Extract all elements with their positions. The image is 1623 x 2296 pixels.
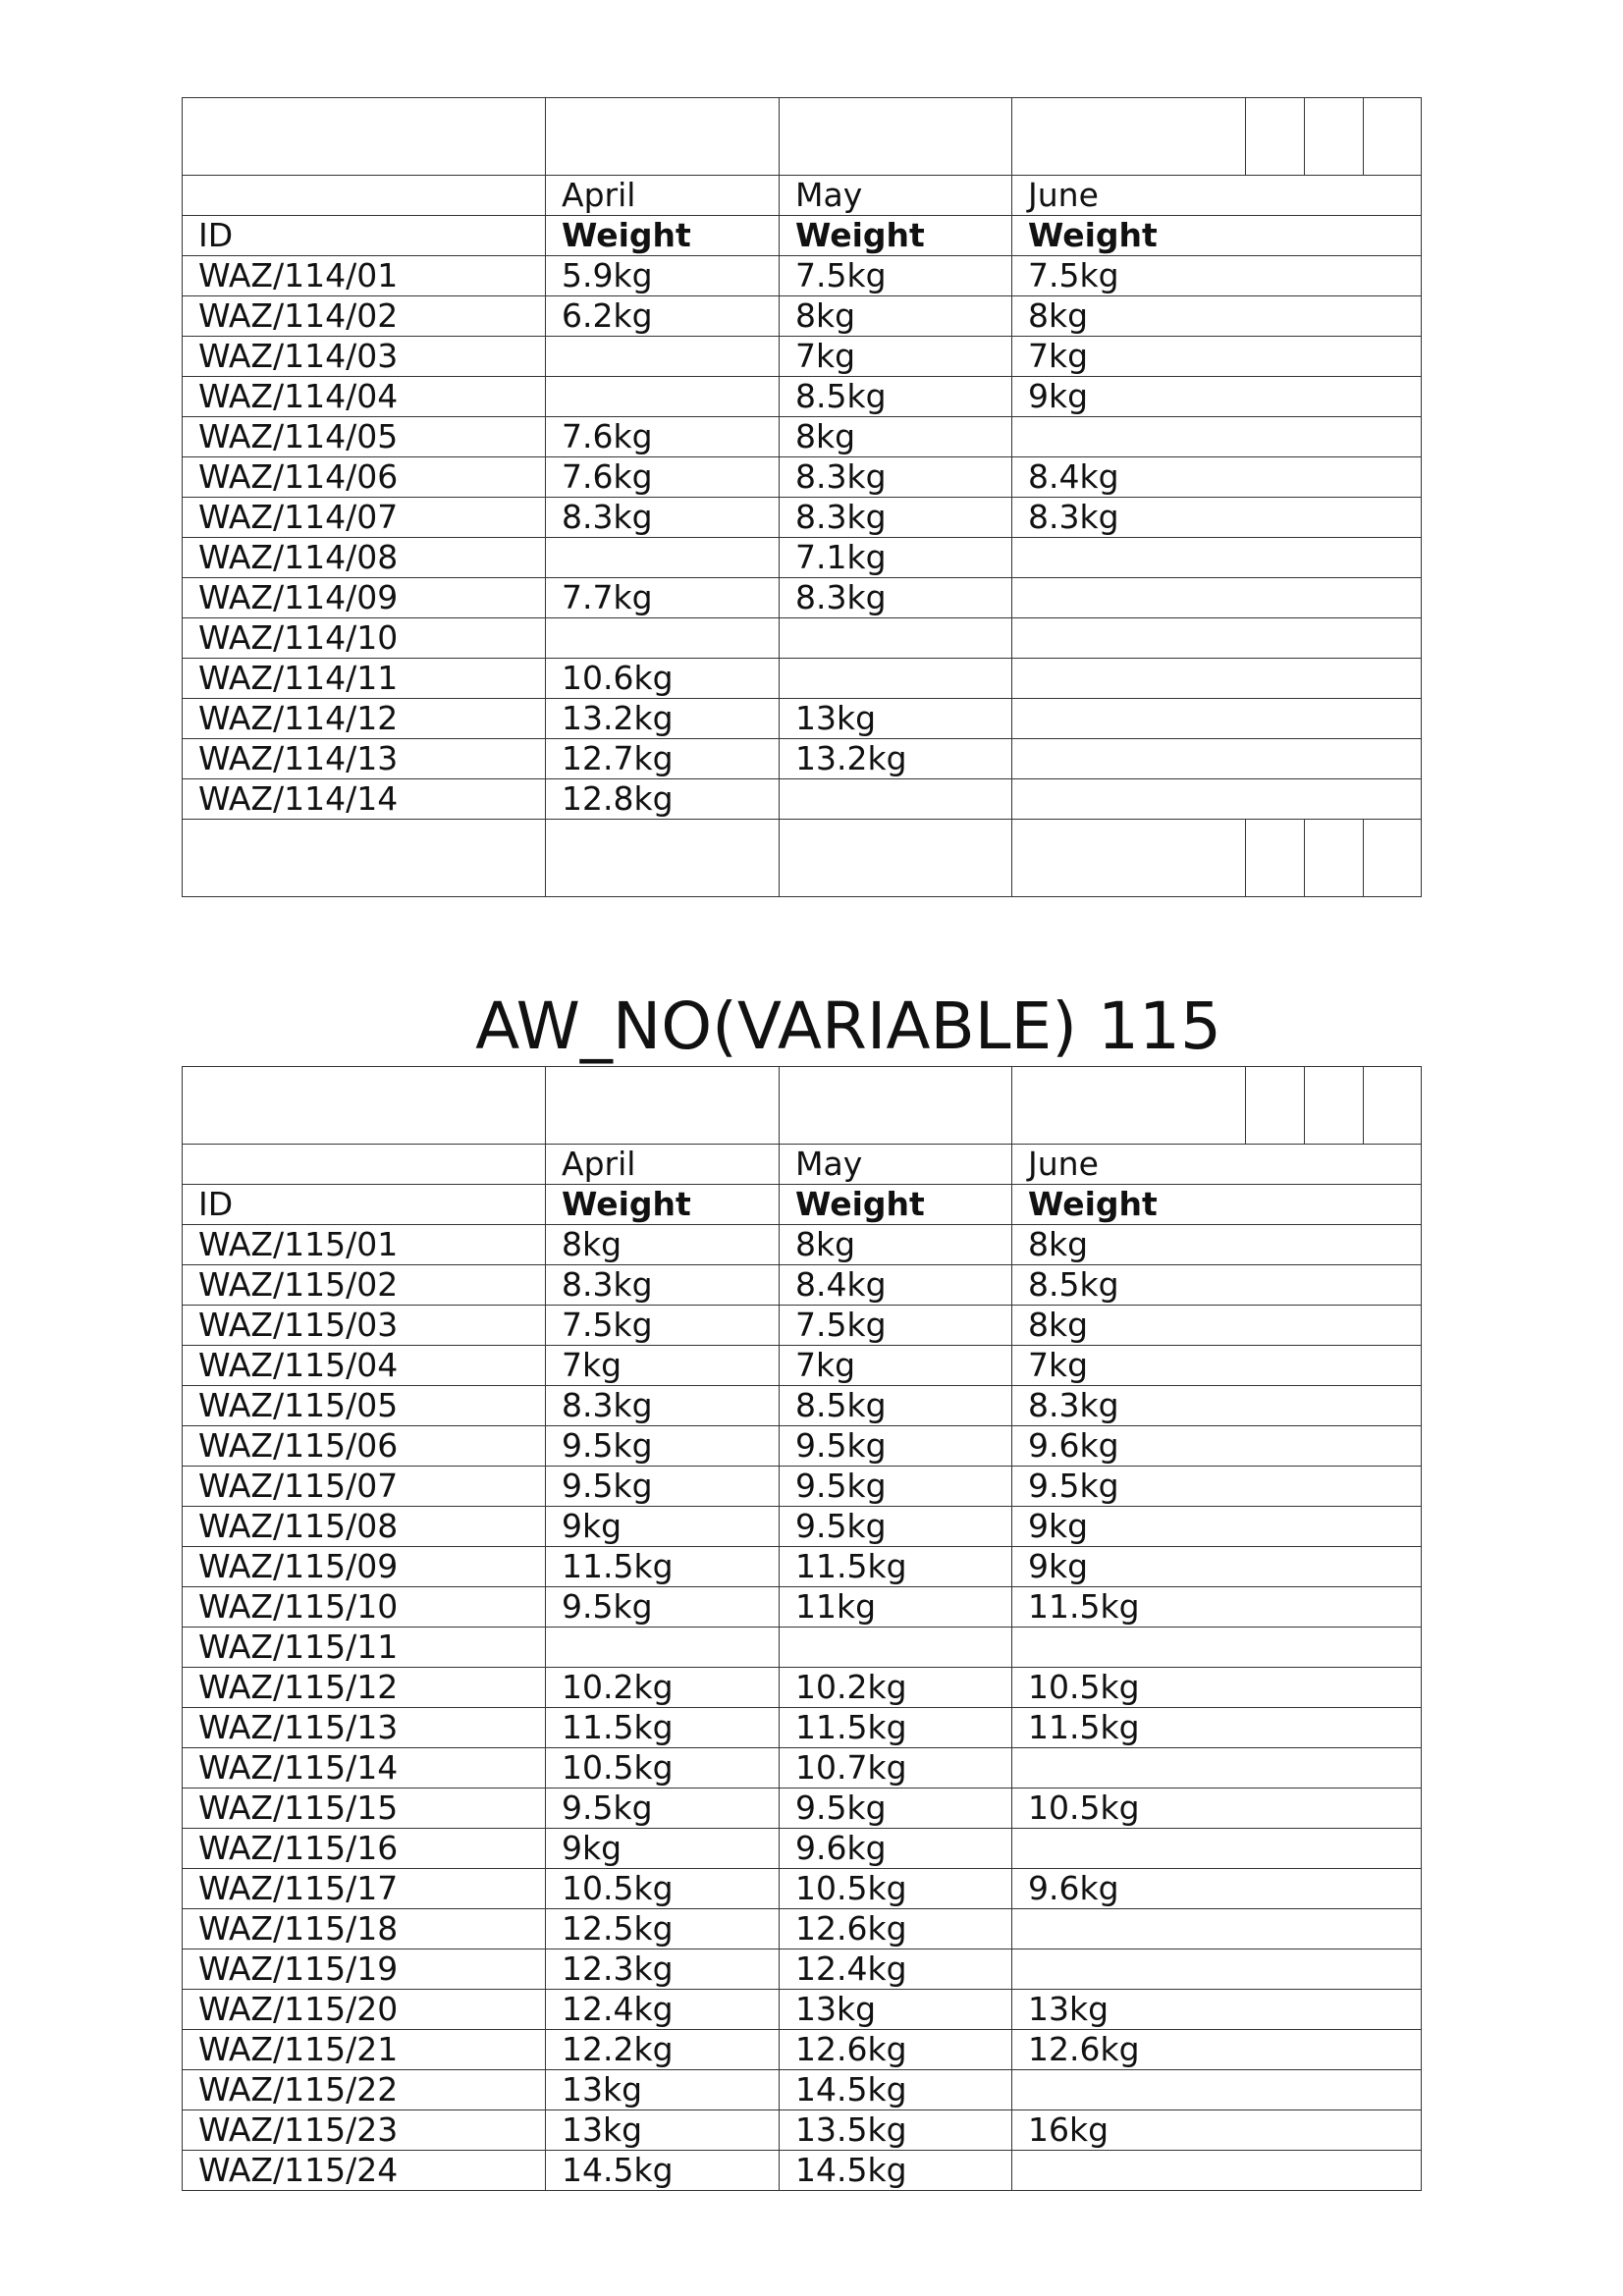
- weight-april: 7kg: [546, 1346, 780, 1386]
- row-id: WAZ/115/16: [183, 1829, 546, 1869]
- weight-april: 13kg: [546, 2070, 780, 2110]
- weight-april: 9kg: [546, 1507, 780, 1547]
- weight-may: 14.5kg: [780, 2151, 1012, 2191]
- weight-june: 9kg: [1012, 377, 1422, 417]
- weight-april: 12.3kg: [546, 1949, 780, 1990]
- row-id: WAZ/114/10: [183, 618, 546, 659]
- table-row: [183, 578, 1422, 618]
- weight-june: 9kg: [1012, 1507, 1422, 1547]
- section-title-115: AW_NO(VARIABLE) 115: [475, 988, 1221, 1064]
- table-row: [183, 1225, 1422, 1265]
- weight-header-april: Weight: [546, 1185, 780, 1225]
- row-id: WAZ/114/13: [183, 739, 546, 779]
- weight-june: [1012, 417, 1422, 457]
- weight-may: 8.5kg: [780, 377, 1012, 417]
- weight-june: [1012, 1949, 1422, 1990]
- weight-may: 7.5kg: [780, 256, 1012, 296]
- row-id: WAZ/114/12: [183, 699, 546, 739]
- table-row: [183, 2110, 1422, 2151]
- weight-may: 8.4kg: [780, 1265, 1012, 1306]
- weight-april: 7.6kg: [546, 417, 780, 457]
- table-row: [183, 498, 1422, 538]
- weight-may: 10.2kg: [780, 1668, 1012, 1708]
- weight-may: 8kg: [780, 1225, 1012, 1265]
- weight-may: 8.5kg: [780, 1386, 1012, 1426]
- weight-june: 8kg: [1012, 296, 1422, 337]
- table-row: [183, 1386, 1422, 1426]
- weight-june: 8.5kg: [1012, 1265, 1422, 1306]
- table-row: [183, 659, 1422, 699]
- weight-june: [1012, 2151, 1422, 2191]
- blank-footer-row: [183, 820, 1422, 897]
- weight-june: [1012, 779, 1422, 820]
- table-row: [183, 1346, 1422, 1386]
- weight-may: 7.1kg: [780, 538, 1012, 578]
- row-id: WAZ/114/14: [183, 779, 546, 820]
- weight-june: 16kg: [1012, 2110, 1422, 2151]
- weight-june: 11.5kg: [1012, 1587, 1422, 1628]
- table-row: [183, 2151, 1422, 2191]
- weight-may: [780, 618, 1012, 659]
- table-row: [183, 1507, 1422, 1547]
- month-row: [183, 176, 1422, 216]
- weight-april: 7.5kg: [546, 1306, 780, 1346]
- weight-may: 9.5kg: [780, 1467, 1012, 1507]
- weight-may: 9.5kg: [780, 1789, 1012, 1829]
- row-id: WAZ/114/06: [183, 457, 546, 498]
- weight-may: 8.3kg: [780, 578, 1012, 618]
- weight-june: 8.4kg: [1012, 457, 1422, 498]
- weight-april: 9.5kg: [546, 1426, 780, 1467]
- row-id: WAZ/114/09: [183, 578, 546, 618]
- month-may: May: [780, 1145, 1012, 1185]
- weight-april: 9kg: [546, 1829, 780, 1869]
- weight-header-june: Weight: [1012, 216, 1422, 256]
- table-row: [183, 1467, 1422, 1507]
- month-may: May: [780, 176, 1012, 216]
- table-row: [183, 1748, 1422, 1789]
- weight-april: [546, 337, 780, 377]
- weight-april: 5.9kg: [546, 256, 780, 296]
- weight-april: 11.5kg: [546, 1708, 780, 1748]
- weight-may: 7kg: [780, 337, 1012, 377]
- weight-may: 9.5kg: [780, 1426, 1012, 1467]
- weight-april: 12.7kg: [546, 739, 780, 779]
- table-row: [183, 1869, 1422, 1909]
- table-row: [183, 1306, 1422, 1346]
- table-row: [183, 699, 1422, 739]
- table-row: [183, 417, 1422, 457]
- weight-april: 12.2kg: [546, 2030, 780, 2070]
- row-id: WAZ/115/04: [183, 1346, 546, 1386]
- row-id: WAZ/115/19: [183, 1949, 546, 1990]
- weight-june: 9.5kg: [1012, 1467, 1422, 1507]
- row-id: WAZ/115/13: [183, 1708, 546, 1748]
- weight-june: 11.5kg: [1012, 1708, 1422, 1748]
- weight-june: 10.5kg: [1012, 1789, 1422, 1829]
- weight-april: 11.5kg: [546, 1547, 780, 1587]
- weight-may: [780, 659, 1012, 699]
- weight-april: 8.3kg: [546, 1386, 780, 1426]
- weight-may: 9.6kg: [780, 1829, 1012, 1869]
- row-id: WAZ/115/05: [183, 1386, 546, 1426]
- blank-header-row: [183, 98, 1422, 176]
- table-row: [183, 1708, 1422, 1748]
- weight-may: [780, 1628, 1012, 1668]
- table-row: [183, 256, 1422, 296]
- row-id: WAZ/115/17: [183, 1869, 546, 1909]
- weight-april: 9.5kg: [546, 1587, 780, 1628]
- weight-may: 9.5kg: [780, 1507, 1012, 1547]
- table-row: [183, 538, 1422, 578]
- weight-may: 8.3kg: [780, 498, 1012, 538]
- weight-may: 11kg: [780, 1587, 1012, 1628]
- table-row: [183, 2070, 1422, 2110]
- table-row: [183, 1547, 1422, 1587]
- weight-header-row: [183, 1185, 1422, 1225]
- row-id: WAZ/115/03: [183, 1306, 546, 1346]
- row-id: WAZ/114/04: [183, 377, 546, 417]
- blank-header-row: [183, 1067, 1422, 1145]
- table-row: [183, 1949, 1422, 1990]
- weight-may: 8.3kg: [780, 457, 1012, 498]
- month-row: [183, 1145, 1422, 1185]
- weight-header-may: Weight: [780, 216, 1012, 256]
- weight-june: [1012, 538, 1422, 578]
- weight-june: [1012, 1628, 1422, 1668]
- weight-june: [1012, 659, 1422, 699]
- row-id: WAZ/115/20: [183, 1990, 546, 2030]
- table-row: [183, 1628, 1422, 1668]
- table-row: [183, 1829, 1422, 1869]
- weight-june: 13kg: [1012, 1990, 1422, 2030]
- weight-june: [1012, 618, 1422, 659]
- weight-header-april: Weight: [546, 216, 780, 256]
- weight-may: 12.6kg: [780, 1909, 1012, 1949]
- weight-april: 14.5kg: [546, 2151, 780, 2191]
- weight-june: 10.5kg: [1012, 1668, 1422, 1708]
- weight-april: [546, 618, 780, 659]
- weight-april: [546, 538, 780, 578]
- row-id: WAZ/114/05: [183, 417, 546, 457]
- weight-june: [1012, 699, 1422, 739]
- row-id: WAZ/115/14: [183, 1748, 546, 1789]
- weight-may: 13kg: [780, 1990, 1012, 2030]
- weight-june: 9.6kg: [1012, 1869, 1422, 1909]
- weight-june: 9.6kg: [1012, 1426, 1422, 1467]
- weight-april: 7.7kg: [546, 578, 780, 618]
- weight-june: 9kg: [1012, 1547, 1422, 1587]
- weight-may: 10.7kg: [780, 1748, 1012, 1789]
- table-row: [183, 377, 1422, 417]
- row-id: WAZ/115/09: [183, 1547, 546, 1587]
- weight-june: 7kg: [1012, 1346, 1422, 1386]
- row-id: WAZ/115/22: [183, 2070, 546, 2110]
- weight-april: 10.6kg: [546, 659, 780, 699]
- weight-april: 8kg: [546, 1225, 780, 1265]
- weight-april: 12.8kg: [546, 779, 780, 820]
- weight-may: [780, 779, 1012, 820]
- row-id: WAZ/114/07: [183, 498, 546, 538]
- row-id: WAZ/115/21: [183, 2030, 546, 2070]
- weight-june: [1012, 1748, 1422, 1789]
- weight-april: 6.2kg: [546, 296, 780, 337]
- weight-april: 10.2kg: [546, 1668, 780, 1708]
- table-row: [183, 1265, 1422, 1306]
- weight-may: 10.5kg: [780, 1869, 1012, 1909]
- table-115-body: [183, 1067, 1422, 2191]
- weight-june: 12.6kg: [1012, 2030, 1422, 2070]
- table-114-body: [183, 98, 1422, 897]
- row-id: WAZ/115/01: [183, 1225, 546, 1265]
- id-header: ID: [183, 1185, 546, 1225]
- table-row: [183, 1587, 1422, 1628]
- row-id: WAZ/115/07: [183, 1467, 546, 1507]
- weight-april: 10.5kg: [546, 1869, 780, 1909]
- table-row: [183, 1668, 1422, 1708]
- weight-header-may: Weight: [780, 1185, 1012, 1225]
- weight-june: [1012, 1829, 1422, 1869]
- weight-may: 13kg: [780, 699, 1012, 739]
- month-april: April: [546, 176, 780, 216]
- weight-april: 7.6kg: [546, 457, 780, 498]
- row-id: WAZ/114/11: [183, 659, 546, 699]
- month-june: June: [1012, 1145, 1422, 1185]
- weight-april: 8.3kg: [546, 498, 780, 538]
- weight-april: 9.5kg: [546, 1467, 780, 1507]
- row-id: WAZ/115/15: [183, 1789, 546, 1829]
- row-id: WAZ/114/01: [183, 256, 546, 296]
- weight-may: 7kg: [780, 1346, 1012, 1386]
- weight-header-june: Weight: [1012, 1185, 1422, 1225]
- table-row: [183, 337, 1422, 377]
- weight-june: [1012, 578, 1422, 618]
- weight-may: 12.4kg: [780, 1949, 1012, 1990]
- weight-may: 11.5kg: [780, 1547, 1012, 1587]
- weight-june: 8.3kg: [1012, 1386, 1422, 1426]
- row-id: WAZ/114/08: [183, 538, 546, 578]
- row-id: WAZ/115/11: [183, 1628, 546, 1668]
- weight-table-115: [182, 1066, 1422, 2191]
- weight-june: 8kg: [1012, 1225, 1422, 1265]
- row-id: WAZ/114/03: [183, 337, 546, 377]
- weight-april: [546, 1628, 780, 1668]
- row-id: WAZ/115/02: [183, 1265, 546, 1306]
- month-april: April: [546, 1145, 780, 1185]
- weight-june: [1012, 2070, 1422, 2110]
- table-row: [183, 1426, 1422, 1467]
- weight-april: 13kg: [546, 2110, 780, 2151]
- weight-may: 13.5kg: [780, 2110, 1012, 2151]
- table-row: [183, 1990, 1422, 2030]
- weight-may: 12.6kg: [780, 2030, 1012, 2070]
- weight-may: 7.5kg: [780, 1306, 1012, 1346]
- row-id: WAZ/115/24: [183, 2151, 546, 2191]
- weight-table-114: [182, 97, 1422, 897]
- row-id: WAZ/115/10: [183, 1587, 546, 1628]
- weight-april: 12.4kg: [546, 1990, 780, 2030]
- row-id: WAZ/115/23: [183, 2110, 546, 2151]
- row-id: WAZ/115/18: [183, 1909, 546, 1949]
- weight-may: 11.5kg: [780, 1708, 1012, 1748]
- table-row: [183, 1789, 1422, 1829]
- table-row: [183, 618, 1422, 659]
- weight-may: 14.5kg: [780, 2070, 1012, 2110]
- weight-april: 9.5kg: [546, 1789, 780, 1829]
- weight-june: [1012, 739, 1422, 779]
- weight-june: 8.3kg: [1012, 498, 1422, 538]
- weight-april: 12.5kg: [546, 1909, 780, 1949]
- weight-june: 7kg: [1012, 337, 1422, 377]
- month-june: June: [1012, 176, 1422, 216]
- id-header: ID: [183, 216, 546, 256]
- weight-april: 10.5kg: [546, 1748, 780, 1789]
- table-row: [183, 2030, 1422, 2070]
- weight-june: 7.5kg: [1012, 256, 1422, 296]
- table-row: [183, 779, 1422, 820]
- row-id: WAZ/115/08: [183, 1507, 546, 1547]
- row-id: WAZ/115/12: [183, 1668, 546, 1708]
- weight-june: [1012, 1909, 1422, 1949]
- weight-april: 8.3kg: [546, 1265, 780, 1306]
- weight-header-row: [183, 216, 1422, 256]
- weight-may: 8kg: [780, 296, 1012, 337]
- weight-june: 8kg: [1012, 1306, 1422, 1346]
- weight-may: 8kg: [780, 417, 1012, 457]
- table-row: [183, 739, 1422, 779]
- weight-april: [546, 377, 780, 417]
- row-id: WAZ/115/06: [183, 1426, 546, 1467]
- table-row: [183, 296, 1422, 337]
- weight-april: 13.2kg: [546, 699, 780, 739]
- weight-may: 13.2kg: [780, 739, 1012, 779]
- table-row: [183, 1909, 1422, 1949]
- table-row: [183, 457, 1422, 498]
- row-id: WAZ/114/02: [183, 296, 546, 337]
